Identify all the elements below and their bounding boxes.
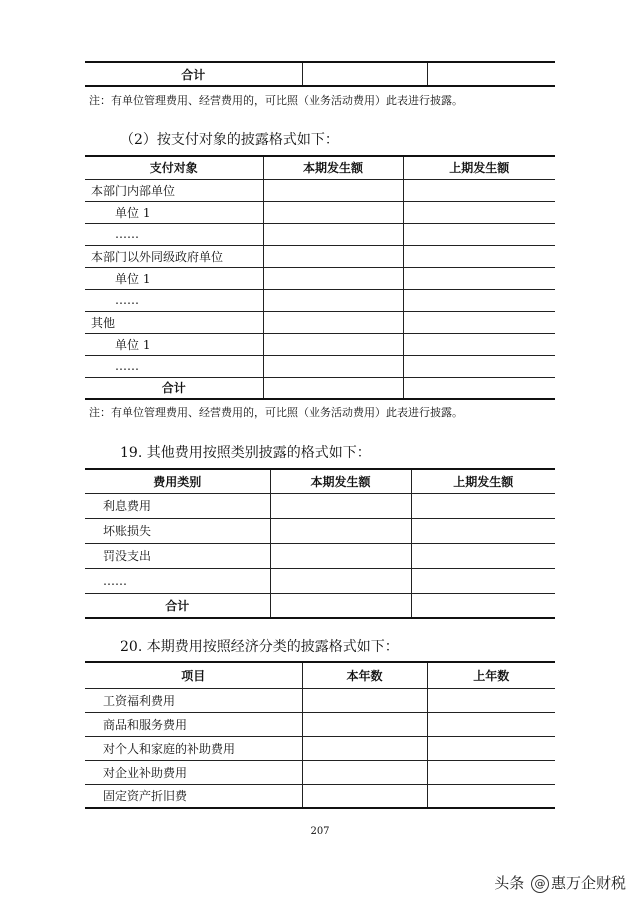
column-header: 上年数	[427, 662, 555, 688]
column-header: 本年数	[302, 662, 427, 688]
section-heading-20: 20. 本期费用按照经济分类的披露格式如下：	[120, 639, 399, 655]
note-text: 注：有单位管理费用、经营费用的，可比照（业务活动费用）此表进行披露。	[89, 406, 463, 419]
other-expense-table	[85, 468, 555, 619]
table-cell	[270, 568, 411, 593]
table-cell	[403, 245, 555, 267]
at-icon: @	[531, 875, 549, 893]
table-row-label: 工资福利费用	[85, 688, 302, 712]
column-header: 项目	[85, 662, 302, 688]
cell-empty	[427, 62, 555, 86]
table-row-label: ……	[85, 568, 270, 593]
table-cell	[427, 688, 555, 712]
table-row-label: 对个人和家庭的补助费用	[85, 736, 302, 760]
table-cell	[403, 289, 555, 311]
payment-object-table	[85, 155, 555, 400]
table-row-label: ……	[85, 355, 263, 377]
table-cell	[263, 245, 403, 267]
table-cell	[403, 223, 555, 245]
table-cell	[411, 543, 555, 568]
column-header: 上期发生额	[411, 469, 555, 493]
table-cell	[403, 355, 555, 377]
table-row-label: 固定资产折旧费	[85, 784, 302, 808]
previous-table-tail	[85, 61, 555, 87]
table-cell	[263, 267, 403, 289]
table-row-label: 本部门内部单位	[85, 179, 263, 201]
table-cell	[302, 784, 427, 808]
table-cell	[403, 333, 555, 355]
table-row-label: 利息费用	[85, 493, 270, 518]
table-row-label: ……	[85, 289, 263, 311]
table-cell	[302, 736, 427, 760]
column-header: 本期发生额	[270, 469, 411, 493]
table-cell	[403, 267, 555, 289]
table-cell	[403, 179, 555, 201]
table-row-label: 其他	[85, 311, 263, 333]
table-cell	[270, 518, 411, 543]
table-row-label: 罚没支出	[85, 543, 270, 568]
table-cell	[270, 543, 411, 568]
watermark-account: 惠万企财税	[550, 874, 626, 892]
table-cell	[302, 688, 427, 712]
total-label: 合计	[85, 593, 270, 618]
table-row-label: 坏账损失	[85, 518, 270, 543]
table-cell	[302, 712, 427, 736]
table-cell	[263, 289, 403, 311]
table-cell	[411, 518, 555, 543]
table-cell	[411, 568, 555, 593]
section-heading-payment: （2）按支付对象的披露格式如下：	[120, 132, 339, 148]
table-cell	[403, 377, 555, 399]
table-row-label: 本部门以外同级政府单位	[85, 245, 263, 267]
total-label: 合计	[85, 377, 263, 399]
note-text: 注：有单位管理费用、经营费用的，可比照（业务活动费用）此表进行披露。	[89, 94, 463, 107]
column-header: 本期发生额	[263, 156, 403, 179]
table-row-label: 对企业补助费用	[85, 760, 302, 784]
table-cell	[263, 201, 403, 223]
table-cell	[411, 493, 555, 518]
table-cell	[263, 355, 403, 377]
cell-empty	[302, 62, 427, 86]
table-row-label: 商品和服务费用	[85, 712, 302, 736]
economic-classification-table	[85, 661, 555, 809]
table-cell	[263, 311, 403, 333]
table-row-label: 单位 1	[85, 333, 263, 355]
table-cell	[403, 311, 555, 333]
table-cell	[263, 377, 403, 399]
table-cell	[263, 179, 403, 201]
table-cell	[403, 201, 555, 223]
column-header: 上期发生额	[403, 156, 555, 179]
total-label: 合计	[85, 62, 302, 86]
table-row-label: 单位 1	[85, 201, 263, 223]
table-cell	[263, 223, 403, 245]
watermark-prefix: 头条	[494, 874, 525, 892]
table-cell	[427, 712, 555, 736]
table-row-label: 单位 1	[85, 267, 263, 289]
section-heading-19: 19. 其他费用按照类别披露的格式如下：	[120, 445, 371, 461]
table-cell	[263, 333, 403, 355]
watermark	[494, 872, 626, 893]
table-cell	[302, 760, 427, 784]
table-cell	[427, 760, 555, 784]
table-cell	[427, 736, 555, 760]
table-cell	[270, 593, 411, 618]
column-header: 支付对象	[85, 156, 263, 179]
table-cell	[427, 784, 555, 808]
table-cell	[270, 493, 411, 518]
column-header: 费用类别	[85, 469, 270, 493]
page-number: 207	[310, 826, 330, 837]
table-cell	[411, 593, 555, 618]
table-row-label: ……	[85, 223, 263, 245]
